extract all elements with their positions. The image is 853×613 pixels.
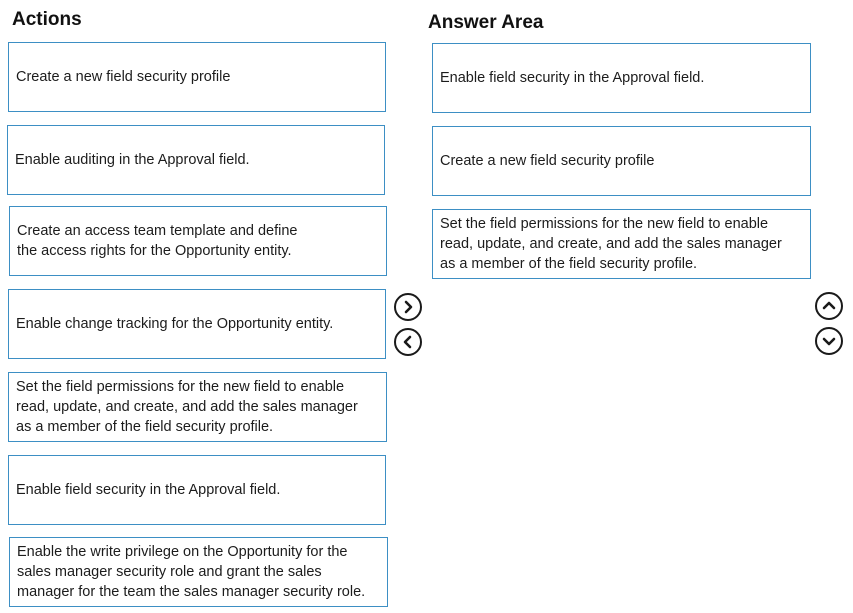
answer-item-label: Create a new field security profile — [440, 153, 655, 169]
chevron-left-icon — [400, 334, 416, 350]
action-item[interactable] — [8, 289, 386, 359]
action-item[interactable] — [8, 42, 386, 112]
move-right-button[interactable] — [394, 293, 422, 321]
chevron-down-icon — [821, 333, 837, 349]
action-item[interactable] — [8, 372, 387, 442]
action-item[interactable] — [8, 455, 386, 525]
action-item-label: Set the field permissions for the new field to enable read, update, and create, and add the sales manager as a member of the field security profile. — [16, 379, 358, 435]
answer-item[interactable] — [432, 126, 811, 196]
action-item-label: Enable auditing in the Approval field. — [15, 152, 250, 168]
action-item-label: Enable the write privilege on the Opportunity for the sales manager security role and grant the sales manager for the team the sales manager security role. — [17, 544, 366, 600]
answer-item-label: Enable field security in the Approval field. — [440, 70, 705, 86]
action-item[interactable] — [9, 206, 387, 276]
action-item-label: Create a new field security profile — [16, 69, 231, 85]
move-left-button[interactable] — [394, 328, 422, 356]
action-item[interactable] — [9, 537, 388, 607]
move-up-button[interactable] — [815, 292, 843, 320]
chevron-up-icon — [821, 298, 837, 314]
move-down-button[interactable] — [815, 327, 843, 355]
answer-item-label: Set the field permissions for the new field to enable read, update, and create, and add the sales manager as a member of the field security profile. — [440, 216, 782, 272]
action-item[interactable] — [7, 125, 385, 195]
actions-heading: Actions — [12, 9, 82, 30]
answer-item[interactable] — [432, 43, 811, 113]
answer-area-heading: Answer Area — [428, 12, 544, 33]
answer-item[interactable] — [432, 209, 811, 279]
action-item-label: Create an access team template and define the access rights for the Opportunity entity. — [17, 223, 298, 259]
action-item-label: Enable field security in the Approval field. — [16, 482, 281, 498]
action-item-label: Enable change tracking for the Opportunity entity. — [16, 316, 334, 332]
chevron-right-icon — [400, 299, 416, 315]
